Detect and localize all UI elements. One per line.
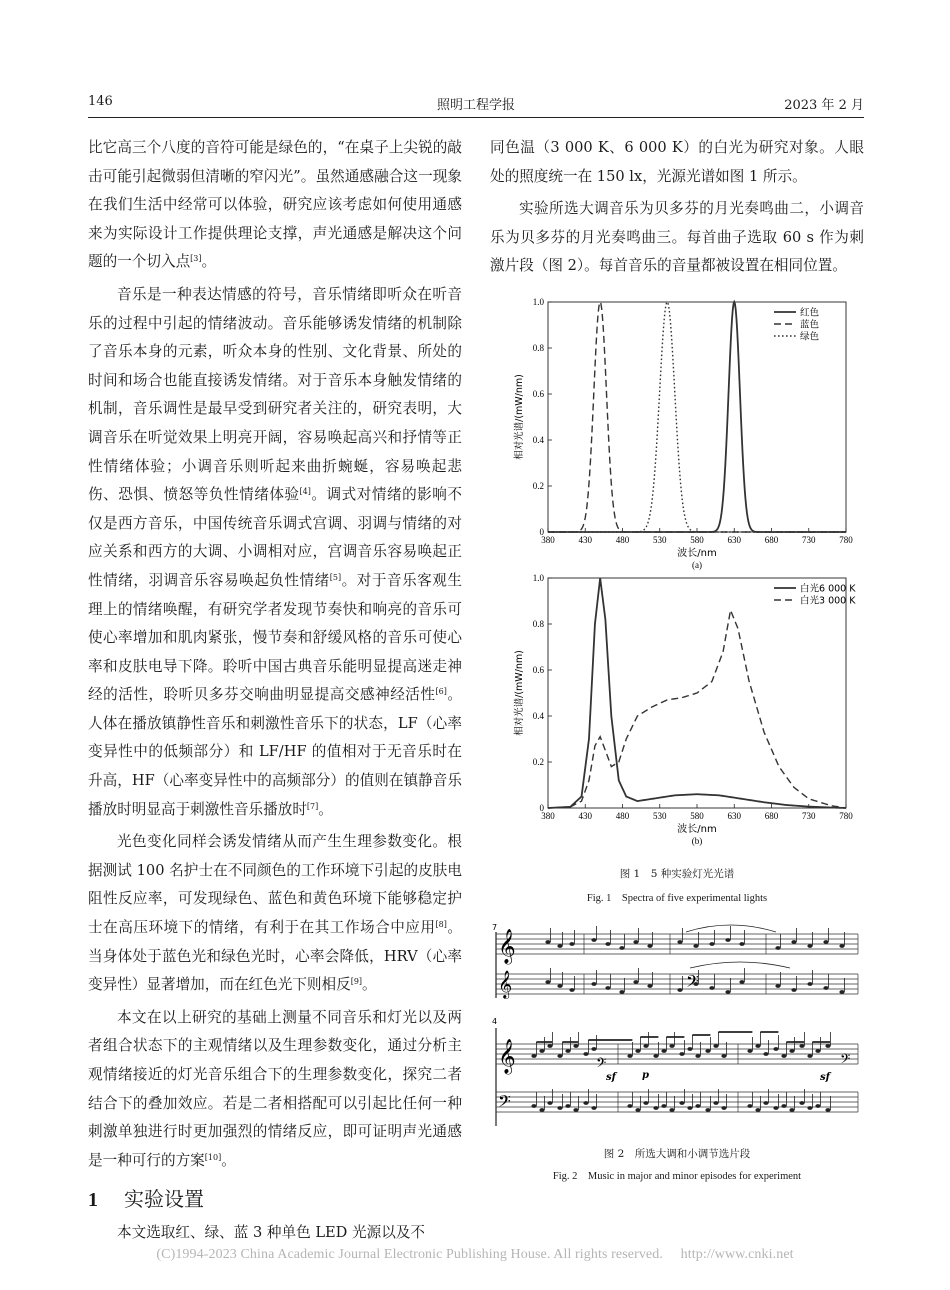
note-head — [591, 938, 596, 942]
score-system-1 — [496, 925, 858, 999]
note-head — [633, 940, 638, 944]
y-tick-label: 0 — [539, 527, 544, 537]
note-head — [669, 1044, 674, 1048]
note-head — [679, 1052, 684, 1056]
note-head — [633, 980, 638, 984]
x-tick-label: 430 — [578, 811, 592, 821]
note-head — [773, 1047, 778, 1051]
note-head — [709, 986, 714, 990]
y-tick-label: 0.6 — [532, 665, 544, 675]
note-head — [815, 1049, 820, 1053]
note-head — [569, 988, 574, 992]
right-column — [490, 134, 864, 285]
journal-title: 照明工程学报 — [436, 98, 515, 113]
y-tick-label: 0.4 — [532, 711, 544, 721]
note-head — [619, 946, 624, 950]
note-head — [807, 944, 812, 948]
note-head — [677, 988, 682, 992]
note-head — [591, 1047, 596, 1051]
note-head — [825, 1108, 830, 1112]
x-axis-label: 波长/nm — [677, 824, 717, 835]
score-system-2 — [496, 1028, 858, 1126]
note-head — [705, 1049, 710, 1053]
note-head — [713, 1044, 718, 1048]
note-head — [789, 1108, 794, 1112]
note-head — [605, 986, 610, 990]
citation: [5] — [329, 572, 342, 582]
note-head — [775, 946, 780, 950]
note-head — [739, 980, 744, 984]
note-head — [825, 1044, 830, 1048]
note-head — [687, 1047, 692, 1051]
figure2-caption-en: Fig. 2 Music in major and minor episodes for experiment — [552, 1171, 802, 1182]
note-head — [823, 940, 828, 944]
note-head — [531, 1054, 536, 1058]
left-column — [88, 134, 462, 1252]
note-head — [679, 1101, 684, 1105]
note-head — [591, 982, 596, 986]
note-head — [653, 1106, 658, 1110]
note-head — [669, 1108, 674, 1112]
slur — [686, 925, 776, 932]
note-head — [695, 1054, 700, 1058]
figure1-caption-en: Fig. 1 Spectra of five experimental lights — [586, 893, 768, 904]
x-tick-label: 580 — [690, 811, 704, 821]
note-head — [643, 1044, 648, 1048]
citation: [10] — [204, 1152, 222, 1162]
treble-clef-icon: 𝄞 — [498, 970, 513, 998]
x-tick-label: 480 — [615, 535, 630, 545]
note-head — [693, 944, 698, 948]
note-head — [565, 1104, 570, 1108]
note-head — [763, 1052, 768, 1056]
legend-label: 白光3 000 K — [800, 595, 856, 607]
header-rule — [88, 117, 864, 118]
note-head — [635, 1049, 640, 1053]
note-head — [647, 944, 652, 948]
note-head — [557, 1054, 562, 1058]
series-line-1 — [548, 610, 846, 808]
note-head — [661, 1049, 666, 1053]
note-head — [583, 1052, 588, 1056]
note-head — [747, 1104, 752, 1108]
note-head — [807, 1106, 812, 1110]
dynamic-mark: sf — [820, 1072, 830, 1083]
y-axis-label: 相对光谱/(mW/nm) — [514, 650, 525, 736]
note-head — [781, 1054, 786, 1058]
dynamic-mark: sf — [606, 1072, 616, 1083]
figure2-caption-cn: 图 2 所选大调和小调节选片段 — [603, 1148, 751, 1160]
citation: [6] — [435, 687, 447, 697]
note-head — [763, 1101, 768, 1105]
note-head — [547, 1101, 552, 1105]
note-head — [725, 990, 730, 994]
note-head — [791, 988, 796, 992]
note-head — [705, 1108, 710, 1112]
measure-number: 4 — [492, 1017, 498, 1026]
x-axis-label: 波长/nm — [677, 548, 717, 559]
x-tick-label: 730 — [802, 811, 816, 821]
note-head — [531, 1104, 536, 1108]
note-head — [653, 1054, 658, 1058]
note-head — [755, 1108, 760, 1112]
paragraph: 本文选取红、绿、蓝 3 种单色 LED 光源以及不 — [117, 1224, 425, 1242]
music-score — [490, 920, 864, 1142]
x-tick-label: 380 — [541, 535, 555, 545]
y-tick-label: 0.8 — [532, 343, 544, 353]
legend-label: 红色 — [800, 307, 820, 319]
note-head — [807, 1054, 812, 1058]
x-tick-label: 530 — [653, 535, 667, 545]
note-head — [725, 938, 730, 942]
citation: [8] — [435, 920, 447, 930]
note-head — [755, 1044, 760, 1048]
note-head — [839, 990, 844, 994]
section-title: 实验设置 — [124, 1187, 204, 1212]
note-head — [791, 940, 796, 944]
running-header — [88, 94, 864, 116]
note-head — [565, 1049, 570, 1053]
note-head — [677, 940, 682, 944]
note-head — [643, 1101, 648, 1105]
spectrum-chart-b — [490, 568, 864, 856]
y-tick-label: 1.0 — [532, 297, 544, 307]
copyright-footer: (C)1994-2023 China Academic Journal Electronic Publishing House. All rights reserved. http://www.cnki.net — [156, 1247, 794, 1262]
note-head — [799, 1101, 804, 1105]
y-tick-label: 0.4 — [532, 435, 544, 445]
note-head — [721, 1106, 726, 1110]
dynamic-mark: p — [642, 1070, 649, 1081]
note-head — [627, 1104, 632, 1108]
y-tick-label: 1.0 — [532, 573, 544, 583]
paragraph: 本文在以上研究的基础上测量不同音乐和灯光以及两者组合状态下的主观情绪以及生理参数变化，通过分析主观情绪接近的灯光音乐组合下的生理参数变化，探究二者结合下的叠加效应。若是二者相搭配可以引起比任何一种刺激单独进行时更加强烈的情绪反应，即可证明声光通感是一种可行的方案[10]。 — [88, 1008, 462, 1169]
panel-label: (b) — [691, 836, 703, 846]
citation: [4] — [299, 487, 311, 497]
note-head — [557, 944, 562, 948]
x-tick-label: 580 — [690, 535, 704, 545]
note-head — [573, 1044, 578, 1048]
y-tick-label: 0 — [539, 803, 544, 813]
y-tick-label: 0.2 — [532, 481, 544, 491]
figure1-caption-cn: 图 1 5 种实验灯光光谱 — [619, 868, 735, 880]
bass-clef-icon: 𝄢 — [686, 971, 699, 995]
note-head — [807, 982, 812, 986]
citation: [7] — [306, 801, 319, 811]
bass-clef-icon: 𝄢 — [596, 1055, 607, 1074]
y-tick-label: 0.2 — [532, 757, 544, 767]
note-head — [739, 942, 744, 946]
note-head — [721, 1054, 726, 1058]
note-head — [781, 1104, 786, 1108]
y-tick-label: 0.8 — [532, 619, 544, 629]
note-head — [605, 942, 610, 946]
note-head — [709, 942, 714, 946]
x-tick-label: 530 — [653, 811, 667, 821]
note-head — [839, 944, 844, 948]
note-head — [775, 984, 780, 988]
note-head — [557, 1106, 562, 1110]
note-head — [773, 1106, 778, 1110]
note-head — [789, 1049, 794, 1053]
x-tick-label: 480 — [615, 811, 630, 821]
x-tick-label: 680 — [764, 811, 779, 821]
note-head — [539, 1108, 544, 1112]
x-tick-label: 630 — [727, 811, 741, 821]
note-head — [591, 1106, 596, 1110]
legend-label: 蓝色 — [800, 319, 820, 331]
note-head — [573, 1108, 578, 1112]
note-head — [569, 942, 574, 946]
note-head — [635, 1108, 640, 1112]
paragraph: 音乐是一种表达情感的符号，音乐情绪即听众在听音乐的过程中引起的情绪波动。音乐能够诱发情绪的机制除了音乐本身的元素，听众本身的性别、文化背景、所处的时间和场合也能直接诱发情绪。对于音乐本身触发情绪的机制，音乐调性是最早受到研究者关注的，研究表明，大调音乐在听觉效果上明亮开阔，容易唤起高兴和抒情等正性情绪体验；小调音乐则听起来曲折蜿蜒，容易唤起悲伤、恐惧、愤怒等负性情绪体验[4]。调式对情绪的影响不仅是西方音乐，中国传统音乐调式宫调、羽调与情绪的对应关系和西方的大调、小调相对应，宫调音乐容易唤起正性情绪，羽调音乐容易唤起负性情绪[5]。对于音乐客观生理上的情绪唤醒，有研究学者发现节奏快和响亮的音乐可使心率增加和肌肉紧张，慢节奏和舒缓风格的音乐可使心率和皮肤电导下降。聆听中国古典音乐能明显提高迷走神经的活性，聆听贝多芬交响曲明显提高交感神经活性[6]。人体在播放镇静性音乐和刺激性音乐下的状态，LF（心率变异性中的低频部分）和 LF/HF 的值相对于无音乐时在升高，HF（心率变异性中的高频部分）的值则在镇静音乐播放时明显高于刺激性音乐播放时[7]。 — [88, 285, 462, 818]
note-head — [545, 980, 550, 984]
y-axis-label: 相对光谱/(mW/nm) — [514, 374, 525, 460]
note-head — [815, 1104, 820, 1108]
note-head — [545, 940, 550, 944]
slur — [690, 962, 790, 968]
measure-number: 7 — [492, 923, 498, 932]
note-head — [713, 1101, 718, 1105]
note-head — [747, 1049, 752, 1053]
note-head — [547, 1044, 552, 1048]
note-head — [619, 990, 624, 994]
x-tick-label: 780 — [839, 535, 853, 545]
x-tick-label: 430 — [578, 535, 592, 545]
paragraph: 同色温（3 000 K、6 000 K）的白光为研究对象。人眼处的照度统一在 150 lx，光源光谱如图 1 所示。 — [490, 139, 864, 185]
paragraph: 比它高三个八度的音符可能是绿色的，“在桌子上尖锐的敲击可能引起微弱但清晰的窄闪光”。虽然通感融合这一现象在我们生活中经常可以体验，研究应该考虑如何使用通感来为实际设计工作提供理论支撑，声光通感是解决这个问题的一个切入点[3]。 — [88, 139, 462, 271]
x-tick-label: 380 — [541, 811, 555, 821]
note-head — [583, 1101, 588, 1105]
legend-label: 绿色 — [800, 331, 820, 343]
bass-clef-icon: 𝄢 — [498, 1091, 511, 1115]
x-tick-label: 680 — [764, 535, 779, 545]
citation: [3] — [190, 254, 202, 264]
issue-date: 2023 年 2 月 — [784, 98, 864, 113]
note-head — [661, 1104, 666, 1108]
note-head — [799, 1044, 804, 1048]
section-number: 1 — [88, 1189, 98, 1212]
note-head — [823, 986, 828, 990]
note-head — [687, 1106, 692, 1110]
note-head — [647, 984, 652, 988]
x-tick-label: 630 — [727, 535, 741, 545]
note-head — [539, 1049, 544, 1053]
treble-clef-icon: 𝄞 — [498, 1039, 516, 1074]
spectrum-chart-a — [490, 292, 864, 570]
x-tick-label: 780 — [839, 811, 853, 821]
legend-label: 白光6 000 K — [800, 583, 856, 595]
treble-clef-icon: 𝄞 — [498, 929, 516, 964]
citation: [9] — [350, 977, 363, 987]
note-head — [627, 1054, 632, 1058]
x-tick-label: 730 — [802, 535, 816, 545]
paragraph: 光色变化同样会诱发情绪从而产生生理参数变化。根据测试 100 名护士在不同颜色的工作环境下引起的皮肤电阻性反应率，可发现绿色、蓝色和黄色环境下能够稳定护士在高压环境下的情绪，有利于在其工作场合中应用[8]。当身体处于蓝色光和绿色光时，心率会降低，HRV（心率变异性）显著增加，而在红色光下则相反[9]。 — [88, 833, 462, 994]
panel-label: (a) — [692, 560, 702, 570]
bass-clef-icon: 𝄢 — [840, 1051, 851, 1070]
paragraph: 实验所选大调音乐为贝多芬的月光奏鸣曲二，小调音乐为贝多芬的月光奏鸣曲三。每首曲子选取 60 s 作为刺激片段（图 2）。每首音乐的音量都被设置在相同位置。 — [490, 200, 864, 275]
y-tick-label: 0.6 — [532, 389, 544, 399]
page-number: 146 — [88, 94, 113, 109]
note-head — [695, 1104, 700, 1108]
section-heading — [88, 1181, 462, 1217]
note-head — [557, 984, 562, 988]
